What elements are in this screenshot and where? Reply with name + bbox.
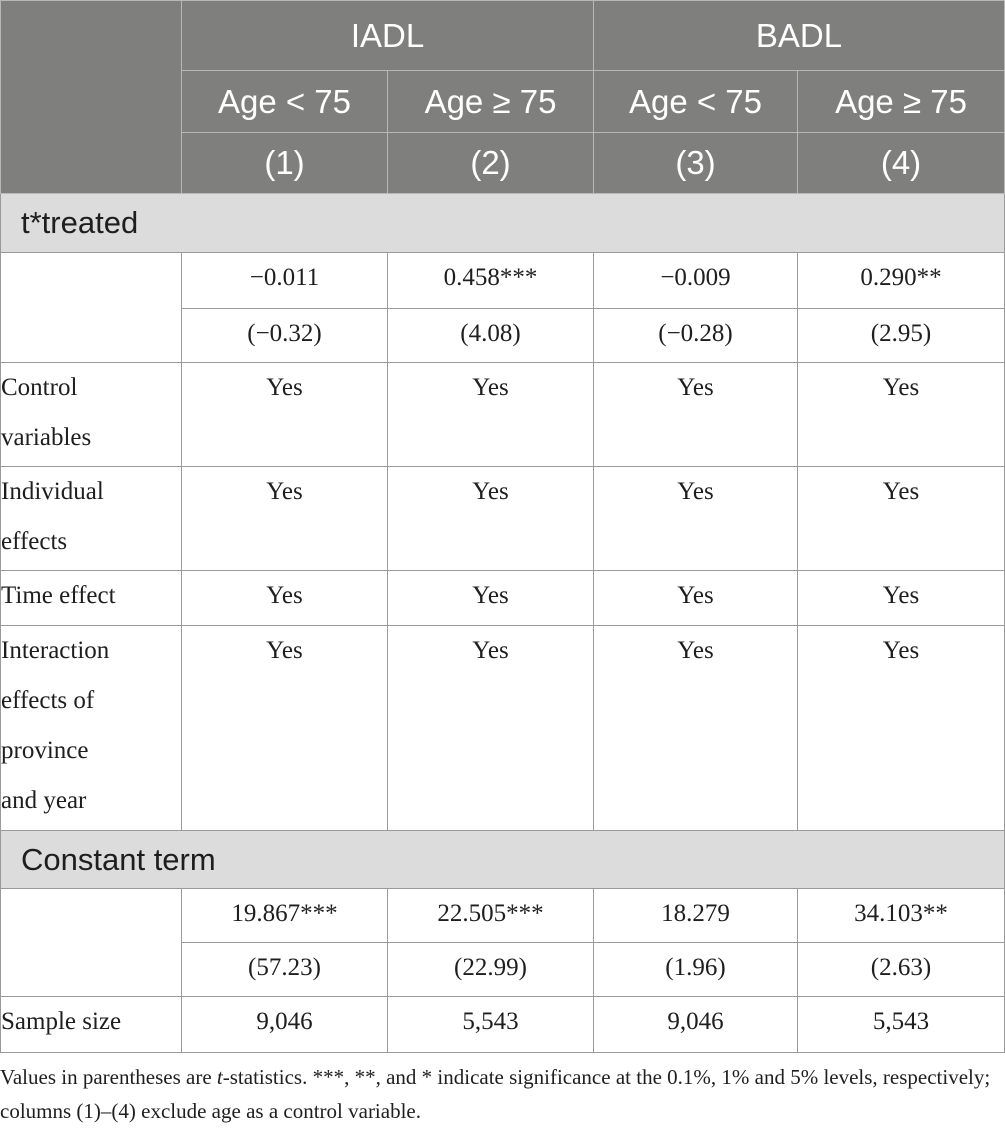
- header-colnum-3: (3): [594, 133, 798, 194]
- constant-coef-3: 18.279: [594, 889, 798, 943]
- table-row: [1, 889, 1005, 943]
- table-row: [1, 626, 1005, 831]
- time-effect-4: Yes: [798, 571, 1005, 626]
- interaction-effects-3: Yes: [594, 626, 798, 831]
- time-effect-2: Yes: [388, 571, 594, 626]
- header-group-iadl: IADL: [182, 1, 594, 71]
- table-row: [1, 571, 1005, 626]
- individual-effects-4: Yes: [798, 467, 1005, 571]
- empty-label-cell: [1, 889, 182, 997]
- constant-tstat-2: (22.99): [388, 943, 594, 997]
- header-colnum-1: (1): [182, 133, 388, 194]
- individual-effects-2: Yes: [388, 467, 594, 571]
- header-age-4: Age ≥ 75: [798, 71, 1005, 133]
- header-age-2: Age ≥ 75: [388, 71, 594, 133]
- section-row-treated: [1, 194, 1005, 253]
- interaction-effects-4: Yes: [798, 626, 1005, 831]
- table-row: [1, 997, 1005, 1053]
- header-corner-cell: [1, 1, 182, 194]
- sample-size-1: 9,046: [182, 997, 388, 1053]
- sample-size-2: 5,543: [388, 997, 594, 1053]
- treated-coef-4: 0.290**: [798, 253, 1005, 309]
- table-row: [1, 363, 1005, 467]
- header-age-3: Age < 75: [594, 71, 798, 133]
- control-variables-2: Yes: [388, 363, 594, 467]
- treated-tstat-1: (−0.32): [182, 309, 388, 363]
- constant-coef-2: 22.505***: [388, 889, 594, 943]
- treated-coef-3: −0.009: [594, 253, 798, 309]
- header-colnum-2: (2): [388, 133, 594, 194]
- constant-coef-1: 19.867***: [182, 889, 388, 943]
- section-title-constant: Constant term: [1, 831, 1005, 889]
- row-label-control-variables: Control variables: [1, 363, 182, 467]
- header-group-row: [1, 1, 1005, 71]
- row-label-sample-size: Sample size: [1, 997, 182, 1053]
- table-row: [1, 253, 1005, 309]
- constant-tstat-4: (2.63): [798, 943, 1005, 997]
- table-footnote: Values in parentheses are t-statistics. ***, **, and * indicate significance at the 0.1%, 1% and 5% levels, respectively; columns (1)–(4) exclude age as a control variable.: [0, 1065, 991, 1123]
- sample-size-4: 5,543: [798, 997, 1005, 1053]
- header-group-badl: BADL: [594, 1, 1005, 71]
- constant-tstat-3: (1.96): [594, 943, 798, 997]
- table-row: [1, 467, 1005, 571]
- control-variables-1: Yes: [182, 363, 388, 467]
- section-row-constant: [1, 831, 1005, 889]
- constant-tstat-1: (57.23): [182, 943, 388, 997]
- treated-tstat-2: (4.08): [388, 309, 594, 363]
- treated-tstat-3: (−0.28): [594, 309, 798, 363]
- section-title-treated: t*treated: [1, 194, 1005, 253]
- row-label-interaction-effects: Interaction effects of province and year: [1, 626, 182, 831]
- empty-label-cell: [1, 253, 182, 363]
- time-effect-1: Yes: [182, 571, 388, 626]
- individual-effects-3: Yes: [594, 467, 798, 571]
- treated-coef-2: 0.458***: [388, 253, 594, 309]
- control-variables-3: Yes: [594, 363, 798, 467]
- treated-coef-1: −0.011: [182, 253, 388, 309]
- interaction-effects-2: Yes: [388, 626, 594, 831]
- control-variables-4: Yes: [798, 363, 1005, 467]
- constant-coef-4: 34.103**: [798, 889, 1005, 943]
- row-label-time-effect: Time effect: [1, 571, 182, 626]
- row-label-individual-effects: Individual effects: [1, 467, 182, 571]
- header-colnum-4: (4): [798, 133, 1005, 194]
- header-age-1: Age < 75: [182, 71, 388, 133]
- sample-size-3: 9,046: [594, 997, 798, 1053]
- individual-effects-1: Yes: [182, 467, 388, 571]
- time-effect-3: Yes: [594, 571, 798, 626]
- treated-tstat-4: (2.95): [798, 309, 1005, 363]
- interaction-effects-1: Yes: [182, 626, 388, 831]
